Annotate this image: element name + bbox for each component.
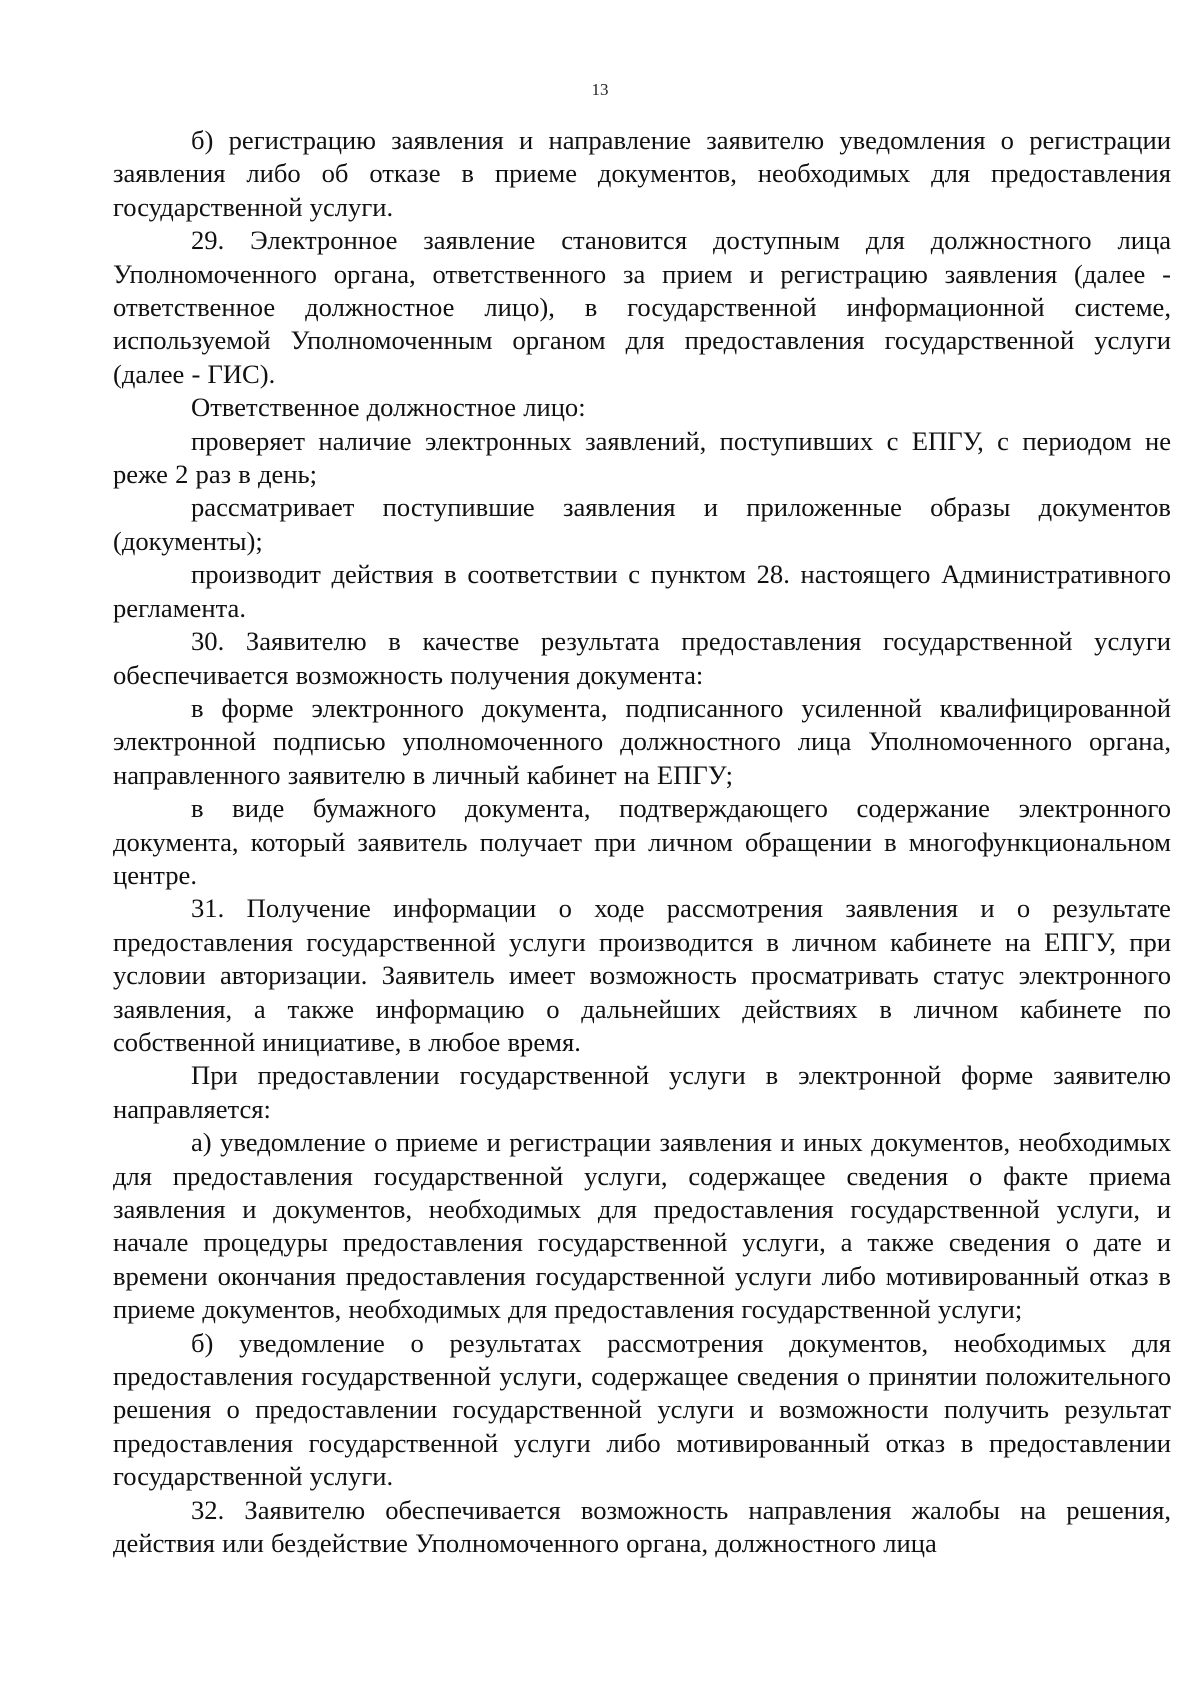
paragraph-reviews-applications: рассматривает поступившие заявления и приложенные образы документов (документы); (113, 492, 1171, 556)
page-number: 13 (591, 80, 609, 99)
paragraph-b-notification: б) уведомление о результатах рассмотрения документов, необходимых для предоставления государственной услуги, содержащее сведения о принятии положительного решения о предоставлении государственной услуги и возможности получить результат предоставления государственной услуги либо мотивированный отказ в предоставлении государственной услуги. (113, 1327, 1171, 1492)
paragraph-electronic-form: При предоставлении государственной услуги в электронной форме заявителю направляется: (113, 1060, 1171, 1124)
paragraph-checks-applications: проверяет наличие электронных заявлений, поступивших с ЕПГУ, с периодом не реже 2 раз в день; (113, 425, 1171, 490)
paragraph-responsible-person: Ответственное должностное лицо: (191, 392, 586, 423)
paragraph-32: 32. Заявителю обеспечивается возможность направления жалобы на решения, действия или бездействие Уполномоченного органа, должностного лица (113, 1494, 1171, 1559)
paragraph-performs-actions: производит действия в соответствии с пунктом 28. настоящего Административного регламента. (113, 559, 1171, 623)
paragraph-a-notification: а) уведомление о приеме и регистрации заявления и иных документов, необходимых для предоставления государственной услуги, содержащее сведения о факте приема заявления и документов, необходимых для предоставления государственной услуги, и начале процедуры предоставления государственной услуги, а также сведения о дате и времени окончания предоставления государственной услуги либо мотивированный отказ в приеме документов, необходимых для предоставления государственной услуги; (113, 1127, 1171, 1325)
document-body (113, 124, 1171, 1560)
paragraph-31: 31. Получение информации о ходе рассмотрения заявления и о результате предоставления государственной услуги производится в личном кабинете на ЕПГУ, при условии авторизации. Заявитель имеет возможность просматривать статус электронного заявления, а также информацию о дальнейших действиях в личном кабинете по собственной инициативе, в любое время. (113, 893, 1171, 1057)
paragraph-29: 29. Электронное заявление становится доступным для должностного лица Уполномоченного органа, ответственного за прием и регистрацию заявления (далее - ответственное должностное лицо), в государственной информационной системе, используемой Уполномоченным органом для предоставления государственной услуги (далее - ГИС). (113, 225, 1171, 389)
paragraph-b-registration: б) регистрацию заявления и направление заявителю уведомления о регистрации заявления либо об отказе в приеме документов, необходимых для предоставления государственной услуги. (113, 125, 1171, 222)
paragraph-paper-document: в виде бумажного документа, подтверждающего содержание электронного документа, который заявитель получает при личном обращении в многофункциональном центре. (113, 793, 1171, 890)
paragraph-electronic-document: в форме электронного документа, подписанного усиленной квалифицированной электронной подписью уполномоченного должностного лица Уполномоченного органа, направленного заявителю в личный кабинет на ЕПГУ; (113, 692, 1171, 790)
paragraph-30: 30. Заявителю в качестве результата предоставления государственной услуги обеспечивается возможность получения документа: (113, 626, 1171, 690)
